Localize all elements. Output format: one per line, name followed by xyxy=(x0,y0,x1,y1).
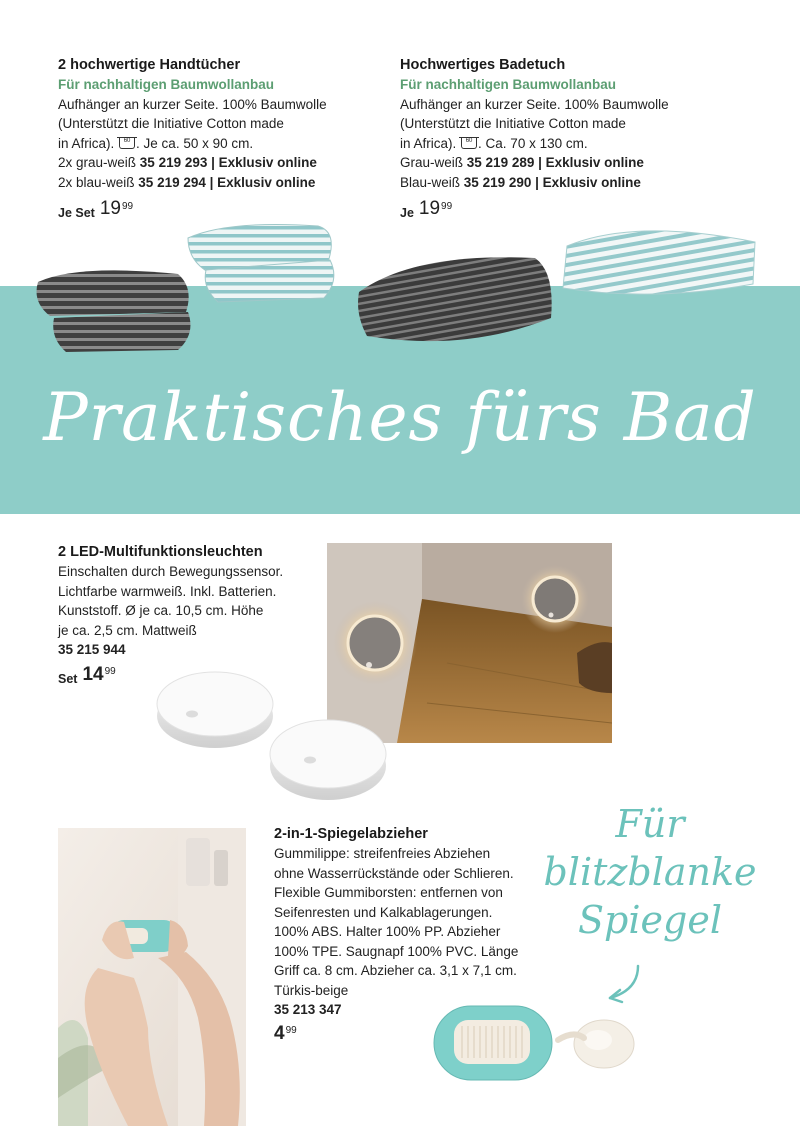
price: Je Set $19^{99}$ xyxy=(58,198,134,220)
product-title: 2 hochwertige Handtücher xyxy=(58,57,241,73)
bath-towels-image xyxy=(355,218,775,358)
product-desc: Seifenresten und Kalkablagerungen. xyxy=(274,904,493,920)
bath-towel-info xyxy=(400,55,730,224)
product-desc: Griff ca. 8 cm. Abzieher ca. 3,1 x 7,1 cm. xyxy=(274,963,517,978)
product-desc: Lichtfarbe warmweiß. Inkl. Batterien. xyxy=(58,583,277,599)
product-desc: (Unterstützt die Initiative Cotton made xyxy=(400,116,626,131)
product-desc: ohne Wasserrückstände oder Schlieren. xyxy=(274,865,514,881)
led-lamps-image xyxy=(150,662,400,807)
hands-squeegee-photo xyxy=(58,828,246,1126)
variant-line: Blau-weiß 35 219 290 | Exklusiv online xyxy=(400,174,641,190)
hand-towels-info xyxy=(58,55,378,224)
price: $4^{99}$ xyxy=(274,1022,297,1044)
product-desc: in Africa). 60 . Je ca. 50 x 90 cm. xyxy=(58,134,378,154)
product-subtitle: Für nachhaltigen Baumwollanbau xyxy=(400,77,617,92)
product-desc: 100% TPE. Saugnapf 100% PVC. Länge xyxy=(274,943,519,959)
product-desc: Aufhänger an kurzer Seite. 100% Baumwolle xyxy=(58,96,327,112)
price: Set $14^{99}$ xyxy=(58,663,116,686)
product-desc: Flexible Gummiborsten: entfernen von xyxy=(274,885,503,900)
price: Je $19^{99}$ xyxy=(400,198,453,220)
wash-60-icon xyxy=(119,137,135,149)
product-title: 2-in-1-Spiegelabzieher xyxy=(274,826,428,842)
article-number: 35 213 347 xyxy=(274,1002,342,1017)
squeegee-product-image xyxy=(428,998,640,1090)
article-number: 35 215 944 xyxy=(58,642,126,657)
product-desc: 100% ABS. Halter 100% PP. Abzieher xyxy=(274,924,501,939)
product-desc: (Unterstützt die Initiative Cotton made xyxy=(58,116,284,131)
product-desc: Gummilippe: streifenfreies Abziehen xyxy=(274,846,491,861)
product-subtitle: Für nachhaltigen Baumwollanbau xyxy=(58,77,275,92)
product-desc: Kunststoff. Ø je ca. 10,5 cm. Höhe xyxy=(58,603,264,618)
product-desc: je ca. 2,5 cm. Mattweiß xyxy=(58,622,197,638)
banner-title: Praktisches fürs Bad xyxy=(43,379,757,456)
product-desc: Türkis-beige xyxy=(274,982,349,998)
variant-line: Grau-weiß 35 219 289 | Exklusiv online xyxy=(400,155,644,170)
product-title: 2 LED-Multifunktionsleuchten xyxy=(58,544,263,560)
callout-text: Für blitzblanke Spiegel xyxy=(543,802,757,942)
variant-line: 2x blau-weiß 35 219 294 | Exklusiv online xyxy=(58,174,316,190)
product-desc: Einschalten durch Bewegungssensor. xyxy=(58,564,284,579)
product-title: Hochwertiges Badetuch xyxy=(400,57,566,73)
wash-60-icon xyxy=(461,137,477,149)
product-desc: Aufhänger an kurzer Seite. 100% Baumwolle xyxy=(400,96,669,112)
product-desc: in Africa). 60 . Ca. 70 x 130 cm. xyxy=(400,134,730,154)
hand-towels-image xyxy=(28,210,348,360)
variant-line: 2x grau-weiß 35 219 293 | Exklusiv online xyxy=(58,155,317,170)
